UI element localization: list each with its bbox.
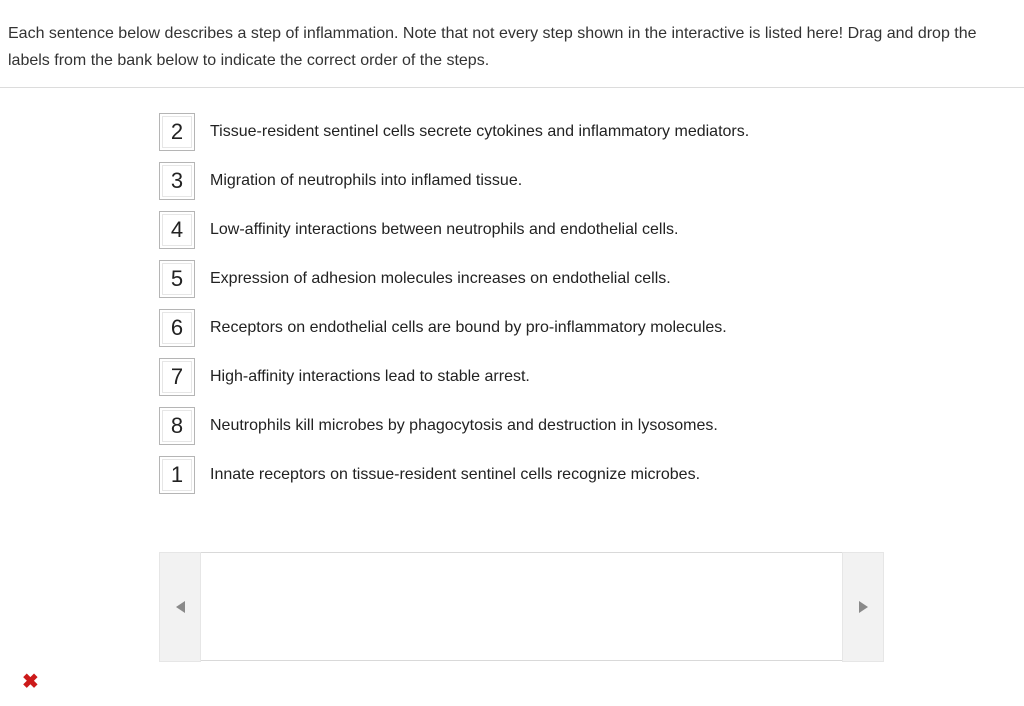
order-label-box[interactable]: 5 <box>159 260 195 298</box>
step-text: Innate receptors on tissue-resident sentinel cells recognize microbes. <box>210 466 701 483</box>
step-text: Migration of neutrophils into inflamed tissue. <box>210 172 523 189</box>
step-row <box>159 210 919 250</box>
step-row <box>159 308 919 348</box>
step-text: Tissue-resident sentinel cells secrete cytokines and inflammatory mediators. <box>210 123 750 140</box>
order-label-box[interactable]: 2 <box>159 113 195 151</box>
x-mark-icon: ✖ <box>22 671 39 693</box>
triangle-left-icon <box>176 601 185 613</box>
step-text: Expression of adhesion molecules increases on endothelial cells. <box>210 270 671 287</box>
step-row <box>159 406 919 446</box>
step-text: Low-affinity interactions between neutrophils and endothelial cells. <box>210 221 679 238</box>
label-bank-drop-area[interactable] <box>201 552 842 661</box>
triangle-right-icon <box>859 601 868 613</box>
step-list <box>159 112 919 504</box>
divider <box>0 87 1024 88</box>
instructions-text: Each sentence below describes a step of inflammation. Note that not every step shown in the interactive is listed here! Drag and drop the labels from the bank below to indicate the correct order of the steps. <box>8 25 977 69</box>
bank-prev-button[interactable] <box>159 552 201 662</box>
step-row <box>159 455 919 495</box>
order-label-box[interactable]: 6 <box>159 309 195 347</box>
step-row <box>159 161 919 201</box>
step-row <box>159 259 919 299</box>
label-bank <box>159 552 884 662</box>
step-row <box>159 112 919 152</box>
step-row <box>159 357 919 397</box>
step-text: Neutrophils kill microbes by phagocytosis and destruction in lysosomes. <box>210 417 718 434</box>
order-label-box[interactable]: 4 <box>159 211 195 249</box>
order-label-box[interactable]: 7 <box>159 358 195 396</box>
bank-next-button[interactable] <box>842 552 884 662</box>
step-text: High-affinity interactions lead to stable arrest. <box>210 368 530 385</box>
order-label-box[interactable]: 1 <box>159 456 195 494</box>
order-label-box[interactable]: 8 <box>159 407 195 445</box>
step-text: Receptors on endothelial cells are bound by pro-inflammatory molecules. <box>210 319 727 336</box>
order-label-box[interactable]: 3 <box>159 162 195 200</box>
